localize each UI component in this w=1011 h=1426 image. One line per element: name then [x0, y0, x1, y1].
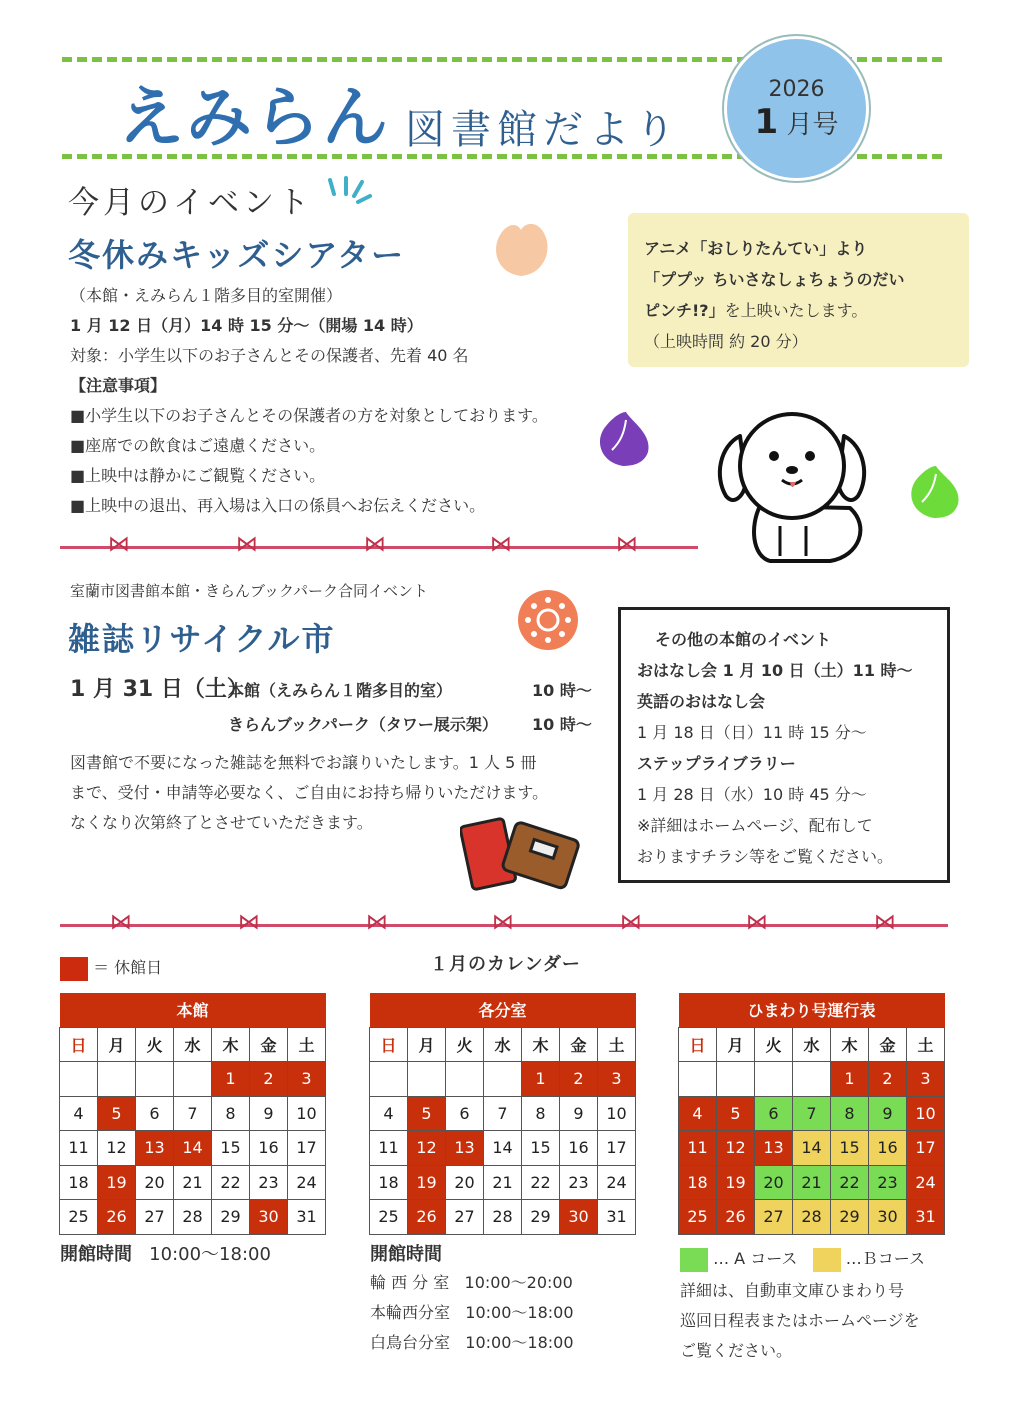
day-cell: 31 — [598, 1200, 636, 1235]
course-b-swatch — [813, 1248, 841, 1272]
event2-date: 1 月 31 日（土） — [70, 677, 249, 702]
calendar-header: 各分室 — [370, 993, 636, 1027]
branch-hours-list — [370, 1268, 630, 1358]
day-cell: 11 — [679, 1131, 717, 1166]
day-cell: 14 — [793, 1131, 831, 1166]
day-cell: 2 — [869, 1062, 907, 1097]
day-cell: 29 — [212, 1200, 250, 1235]
day-cell: 18 — [370, 1165, 408, 1200]
day-cell: 27 — [136, 1200, 174, 1235]
day-cell: 25 — [370, 1200, 408, 1235]
day-cell: 4 — [370, 1096, 408, 1131]
day-cell: 6 — [136, 1096, 174, 1131]
day-cell: 24 — [288, 1165, 326, 1200]
anime-line2: 「ププッ ちいさなしょちょうのだい — [644, 270, 905, 289]
day-cell: 8 — [212, 1096, 250, 1131]
day-cell: 8 — [522, 1096, 560, 1131]
day-cell: 2 — [560, 1062, 598, 1097]
day-cell: 14 — [484, 1131, 522, 1166]
other-line: おはなし会 1 月 10 日（土）11 時〜 — [637, 661, 913, 680]
day-cell: 9 — [250, 1096, 288, 1131]
day-cell: 15 — [212, 1131, 250, 1166]
day-cell: 20 — [136, 1165, 174, 1200]
day-cell: 26 — [98, 1200, 136, 1235]
event2-title: 雑誌リサイクル市 — [68, 620, 336, 658]
branch-hours-row: 白鳥台分室 10:00〜18:00 — [370, 1333, 574, 1352]
weekday-cell: 土 — [907, 1027, 945, 1062]
day-cell: 24 — [907, 1165, 945, 1200]
main-hours: 開館時間 10:00〜18:00 — [60, 1244, 271, 1265]
event1-datetime: 1 月 12 日（月）14 時 15 分〜（開場 14 時） — [70, 316, 423, 335]
other-line: おりますチラシ等をご覧ください。 — [637, 847, 894, 866]
day-cell: 3 — [907, 1062, 945, 1097]
weekday-cell: 水 — [174, 1027, 212, 1062]
course-a-swatch — [680, 1248, 708, 1272]
day-cell: 29 — [831, 1200, 869, 1235]
day-cell: 22 — [522, 1165, 560, 1200]
day-cell: 1 — [522, 1062, 560, 1097]
day-cell: 14 — [174, 1131, 212, 1166]
weekday-cell: 金 — [869, 1027, 907, 1062]
bow-icon: ⋈ — [236, 532, 258, 557]
day-cell: 11 — [60, 1131, 98, 1166]
day-cell: 28 — [174, 1200, 212, 1235]
weekday-cell: 月 — [98, 1027, 136, 1062]
event2-desc-line: 図書館で不要になった雑誌を無料でお譲りいたします。1 人 5 冊 — [70, 753, 537, 772]
event2-loc1: 本館（えみらん１階多目的室） — [228, 681, 453, 700]
books-illustration — [460, 808, 580, 904]
weekday-cell: 月 — [408, 1027, 446, 1062]
purple-leaf-icon — [592, 410, 654, 468]
bow-icon: ⋈ — [490, 532, 512, 557]
bow-icon: ⋈ — [108, 532, 130, 557]
bus-note — [680, 1276, 970, 1366]
weekday-cell: 火 — [446, 1027, 484, 1062]
day-cell: 4 — [679, 1096, 717, 1131]
day-cell — [793, 1062, 831, 1097]
green-leaf-icon — [904, 464, 964, 520]
event2-loc2: きらんブックパーク（タワー展示架） — [228, 715, 498, 734]
event1-title: 冬休みキッズシアター — [68, 236, 406, 274]
day-cell: 7 — [793, 1096, 831, 1131]
other-events-box — [618, 607, 950, 883]
day-cell — [370, 1062, 408, 1097]
bow-icon: ⋈ — [492, 910, 514, 935]
day-cell — [174, 1062, 212, 1097]
weekday-cell: 土 — [598, 1027, 636, 1062]
bow-icon: ⋈ — [746, 910, 768, 935]
day-cell — [98, 1062, 136, 1097]
day-cell: 25 — [60, 1200, 98, 1235]
day-cell: 17 — [598, 1131, 636, 1166]
event1-place: （本館・えみらん１階多目的室開催） — [70, 286, 343, 305]
day-cell: 28 — [793, 1200, 831, 1235]
day-cell: 1 — [212, 1062, 250, 1097]
day-cell: 7 — [484, 1096, 522, 1131]
event1-notes-head: 【注意事項】 — [70, 376, 167, 395]
weekday-cell: 金 — [250, 1027, 288, 1062]
event2-lead: 室蘭市図書館本館・きらんブックパーク合同イベント — [70, 582, 429, 600]
day-cell — [408, 1062, 446, 1097]
anime-line3: ピンチ!?」を上映いたします。 — [644, 301, 868, 320]
weekday-cell: 日 — [60, 1027, 98, 1062]
sparkle-icon — [322, 174, 378, 208]
branch-hours-label: 開館時間 — [370, 1244, 442, 1265]
other-line: 1 月 18 日（日）11 時 15 分〜 — [637, 723, 867, 742]
branch-calendar — [369, 993, 636, 1235]
day-cell: 22 — [212, 1165, 250, 1200]
anime-line1: アニメ「おしりたんてい」より — [644, 239, 868, 258]
bow-icon: ⋈ — [110, 910, 132, 935]
day-cell: 21 — [793, 1165, 831, 1200]
day-cell: 10 — [907, 1096, 945, 1131]
day-cell: 18 — [679, 1165, 717, 1200]
day-cell: 28 — [484, 1200, 522, 1235]
day-cell: 7 — [174, 1096, 212, 1131]
event1-note: ■上映中の退出、再入場は入口の係員へお伝えください。 — [70, 496, 486, 515]
day-cell: 17 — [907, 1131, 945, 1166]
day-cell: 16 — [869, 1131, 907, 1166]
other-line: 英語のおはなし会 — [637, 692, 766, 711]
day-cell: 26 — [408, 1200, 446, 1235]
issue-badge — [724, 36, 869, 181]
day-cell: 21 — [174, 1165, 212, 1200]
branch-hours-row: 本輪西分室 10:00〜18:00 — [370, 1303, 574, 1322]
issue-year: 2026 — [768, 77, 825, 102]
bus-note-line: 巡回日程表またはホームページを — [680, 1311, 920, 1330]
day-cell: 13 — [755, 1131, 793, 1166]
day-cell — [484, 1062, 522, 1097]
event1-note: ■上映中は静かにご観覧ください。 — [70, 466, 326, 485]
day-cell: 20 — [755, 1165, 793, 1200]
day-cell: 16 — [250, 1131, 288, 1166]
day-cell — [446, 1062, 484, 1097]
weekday-cell: 水 — [484, 1027, 522, 1062]
day-cell: 5 — [408, 1096, 446, 1131]
day-cell: 18 — [60, 1165, 98, 1200]
bus-calendar — [678, 993, 945, 1235]
day-cell: 15 — [522, 1131, 560, 1166]
weekday-cell: 日 — [679, 1027, 717, 1062]
branch-hours-row: 輪 西 分 室 10:00〜20:00 — [370, 1273, 573, 1292]
day-cell: 19 — [98, 1165, 136, 1200]
day-cell: 24 — [598, 1165, 636, 1200]
legend: ＝ 休館日 — [60, 955, 162, 981]
day-cell: 5 — [717, 1096, 755, 1131]
day-cell: 23 — [869, 1165, 907, 1200]
bow-icon: ⋈ — [366, 910, 388, 935]
day-cell: 19 — [408, 1165, 446, 1200]
bow-icon: ⋈ — [364, 532, 386, 557]
bow-icon: ⋈ — [874, 910, 896, 935]
event2-desc-line: なくなり次第終了とさせていただきます。 — [70, 813, 373, 832]
day-cell: 21 — [484, 1165, 522, 1200]
day-cell: 13 — [446, 1131, 484, 1166]
day-cell: 27 — [755, 1200, 793, 1235]
day-cell: 31 — [288, 1200, 326, 1235]
day-cell: 11 — [370, 1131, 408, 1166]
day-cell: 19 — [717, 1165, 755, 1200]
day-cell: 23 — [250, 1165, 288, 1200]
day-cell — [679, 1062, 717, 1097]
day-cell: 31 — [907, 1200, 945, 1235]
day-cell: 12 — [717, 1131, 755, 1166]
other-line: ステップライブラリー — [637, 754, 796, 773]
bus-legend: … A コース …Ｂコース — [680, 1246, 925, 1272]
newsletter-title: えみらん — [118, 79, 390, 156]
day-cell: 10 — [598, 1096, 636, 1131]
day-cell: 30 — [560, 1200, 598, 1235]
day-cell — [755, 1062, 793, 1097]
bow-icon: ⋈ — [616, 532, 638, 557]
weekday-cell: 水 — [793, 1027, 831, 1062]
event1-target: 対象：小学生以下のお子さんとその保護者、先着 40 名 — [70, 346, 469, 365]
day-cell: 2 — [250, 1062, 288, 1097]
weekday-cell: 金 — [560, 1027, 598, 1062]
weekday-cell: 火 — [136, 1027, 174, 1062]
bus-note-line: 詳細は、自動車文庫ひまわり号 — [680, 1281, 905, 1300]
day-cell: 13 — [136, 1131, 174, 1166]
anime-box — [628, 213, 969, 367]
event1-note: ■小学生以下のお子さんとその保護者の方を対象としております。 — [70, 406, 548, 425]
day-cell: 30 — [250, 1200, 288, 1235]
other-head: その他の本館のイベント — [655, 630, 832, 649]
calendar-header: ひまわり号運行表 — [679, 993, 945, 1027]
flower-icon — [516, 588, 580, 652]
event2-time2: 10 時〜 — [532, 715, 592, 734]
issue-month: 1 月号 — [754, 102, 839, 142]
newsletter-subtitle: 図書館だより — [405, 107, 681, 153]
day-cell — [717, 1062, 755, 1097]
day-cell: 12 — [408, 1131, 446, 1166]
weekday-cell: 日 — [370, 1027, 408, 1062]
other-line: ※詳細はホームページ、配布して — [637, 816, 873, 835]
day-cell: 9 — [869, 1096, 907, 1131]
day-cell: 10 — [288, 1096, 326, 1131]
day-cell: 26 — [717, 1200, 755, 1235]
peach-icon — [488, 218, 554, 278]
weekday-cell: 木 — [522, 1027, 560, 1062]
event2-time1: 10 時〜 — [532, 681, 592, 700]
event1-note: ■座席での飲食はご遠慮ください。 — [70, 436, 326, 455]
event2-desc-line: まで、受付・申請等必要なく、ご自由にお持ち帰りいただけます。 — [70, 783, 549, 802]
weekday-cell: 木 — [831, 1027, 869, 1062]
dog-illustration — [710, 396, 874, 566]
day-cell: 23 — [560, 1165, 598, 1200]
section-title: 今月のイベント — [68, 185, 313, 221]
day-cell: 3 — [598, 1062, 636, 1097]
closed-swatch — [60, 957, 88, 981]
day-cell: 9 — [560, 1096, 598, 1131]
calendar-title: １月のカレンダー — [430, 954, 581, 975]
other-line: 1 月 28 日（水）10 時 45 分〜 — [637, 785, 867, 804]
day-cell: 12 — [98, 1131, 136, 1166]
day-cell: 22 — [831, 1165, 869, 1200]
weekday-cell: 木 — [212, 1027, 250, 1062]
day-cell: 8 — [831, 1096, 869, 1131]
day-cell: 29 — [522, 1200, 560, 1235]
day-cell: 17 — [288, 1131, 326, 1166]
day-cell: 3 — [288, 1062, 326, 1097]
day-cell: 16 — [560, 1131, 598, 1166]
day-cell: 5 — [98, 1096, 136, 1131]
weekday-cell: 月 — [717, 1027, 755, 1062]
main-calendar — [59, 993, 326, 1235]
event1-details — [70, 281, 630, 521]
day-cell: 1 — [831, 1062, 869, 1097]
weekday-cell: 火 — [755, 1027, 793, 1062]
day-cell: 25 — [679, 1200, 717, 1235]
bus-note-line: ご覧ください。 — [680, 1341, 793, 1360]
day-cell — [60, 1062, 98, 1097]
day-cell: 4 — [60, 1096, 98, 1131]
day-cell: 6 — [446, 1096, 484, 1131]
bow-icon: ⋈ — [620, 910, 642, 935]
day-cell: 20 — [446, 1165, 484, 1200]
bow-icon: ⋈ — [238, 910, 260, 935]
day-cell: 30 — [869, 1200, 907, 1235]
day-cell: 15 — [831, 1131, 869, 1166]
day-cell: 27 — [446, 1200, 484, 1235]
anime-line4: （上映時間 約 20 分） — [644, 332, 808, 351]
day-cell — [136, 1062, 174, 1097]
calendar-header: 本館 — [60, 993, 326, 1027]
weekday-cell: 土 — [288, 1027, 326, 1062]
day-cell: 6 — [755, 1096, 793, 1131]
